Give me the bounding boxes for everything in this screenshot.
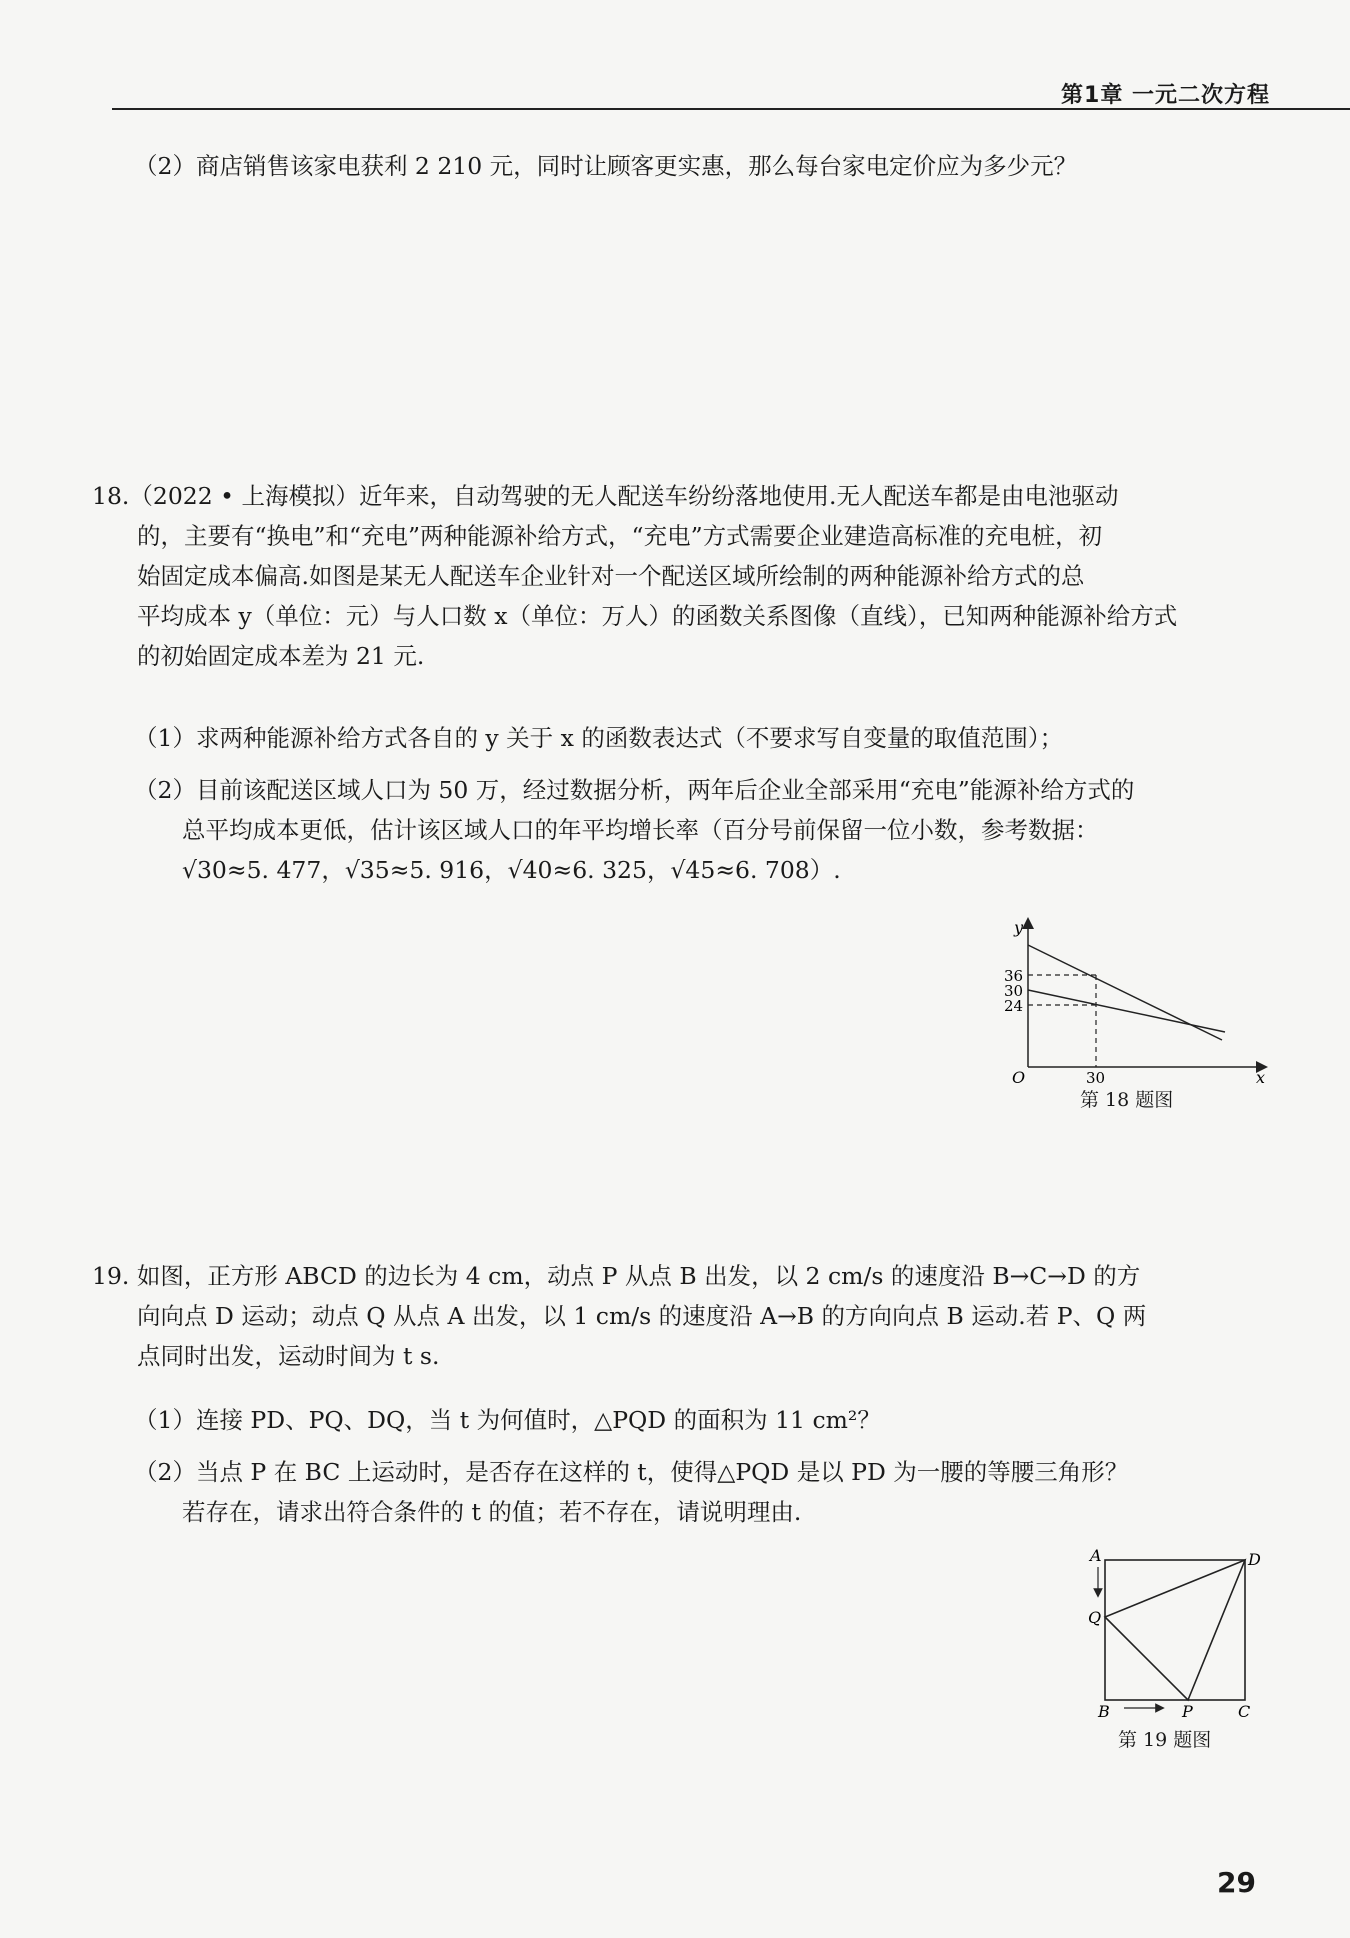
q18-part1: （1）求两种能源补给方式各自的 y 关于 x 的函数表达式（不要求写自变量的取值范围）； <box>134 724 1064 752</box>
q19-line-2: 向向点 D 运动；动点 Q 从点 A 出发，以 1 cm/s 的速度沿 A→B 的方向向点 B 运动.若 P、Q 两 <box>137 1302 1147 1330</box>
question-19 <box>92 1256 1146 1376</box>
label-a: A <box>1090 1546 1102 1565</box>
q18-part2-line-1: （2）目前该配送区域人口为 50 万，经过数据分析，两年后企业全部采用“充电”能源补给方式的 <box>134 776 1135 804</box>
q19-part2-line-1: （2）当点 P 在 BC 上运动时，是否存在这样的 t，使得△PQD 是以 PD 为一腰的等腰三角形？ <box>134 1458 1129 1486</box>
label-c: C <box>1238 1702 1251 1721</box>
q18-figure <box>1000 915 1280 1085</box>
label-q: Q <box>1088 1608 1102 1627</box>
q18-part2-line-3: √30≈5. 477，√35≈5. 916，√40≈6. 325，√45≈6. 708）. <box>182 856 841 884</box>
line-swap <box>1028 990 1225 1032</box>
q17-part2: （2）商店销售该家电获利 2 210 元，同时让顾客更实惠，那么每台家电定价应为多少元？ <box>134 152 1078 180</box>
y-tick-36: 36 <box>1004 967 1024 985</box>
label-p: P <box>1182 1702 1193 1721</box>
q19-line-3: 点同时出发，运动时间为 t s. <box>137 1342 440 1370</box>
q19-figure <box>1080 1545 1270 1725</box>
q18-line-4: 平均成本 y（单位：元）与人口数 x（单位：万人）的函数关系图像（直线），已知两种能源补给方式 <box>137 602 1178 630</box>
q18-part2-line-2: 总平均成本更低，估计该区域人口的年平均增长率（百分号前保留一位小数，参考数据： <box>182 816 1099 844</box>
chapter-title: 第1章 一元二次方程 <box>1061 83 1270 108</box>
x-tick-30: 30 <box>1086 1069 1106 1085</box>
q18-line-2: 的，主要有“换电”和“充电”两种能源补给方式，“充电”方式需要企业建造高标准的充电桩，初 <box>137 522 1103 550</box>
header-rule <box>112 108 1350 110</box>
q19-part2 <box>134 1452 1128 1532</box>
q19-part2-line-2: 若存在，请求出符合条件的 t 的值；若不存在，请说明理由. <box>182 1498 802 1526</box>
page-number: 29 <box>1217 1866 1256 1899</box>
q18-line-1: 18.（2022 • 上海模拟）近年来，自动驾驶的无人配送车纷纷落地使用.无人配送车都是由电池驱动 <box>92 482 1119 510</box>
q19-caption: 第 19 题图 <box>1118 1729 1212 1751</box>
y-tick-24: 24 <box>1004 997 1024 1015</box>
q18-line-5: 的初始固定成本差为 21 元. <box>137 642 425 670</box>
origin-label: O <box>1012 1068 1026 1085</box>
triangle-pqd <box>1105 1560 1245 1700</box>
y-tick-30: 30 <box>1004 982 1024 1000</box>
x-axis-label: x <box>1256 1068 1266 1085</box>
label-d: D <box>1248 1550 1261 1569</box>
square-abcd <box>1105 1560 1245 1700</box>
q19-line-1: 19. 如图，正方形 ABCD 的边长为 4 cm，动点 P 从点 B 出发，以 2 cm/s 的速度沿 B→C→D 的方 <box>92 1262 1141 1290</box>
q18-part2 <box>134 770 1134 890</box>
q18-line-3: 始固定成本偏高.如图是某无人配送车企业针对一个配送区域所绘制的两种能源补给方式的总 <box>137 562 1085 590</box>
y-axis-label: y <box>1014 918 1024 937</box>
q19-part1: （1）连接 PD、PQ、DQ，当 t 为何值时，△PQD 的面积为 11 cm²？ <box>134 1406 881 1434</box>
label-b: B <box>1098 1702 1110 1721</box>
q18-caption: 第 18 题图 <box>1080 1089 1174 1111</box>
question-18 <box>92 476 1177 676</box>
